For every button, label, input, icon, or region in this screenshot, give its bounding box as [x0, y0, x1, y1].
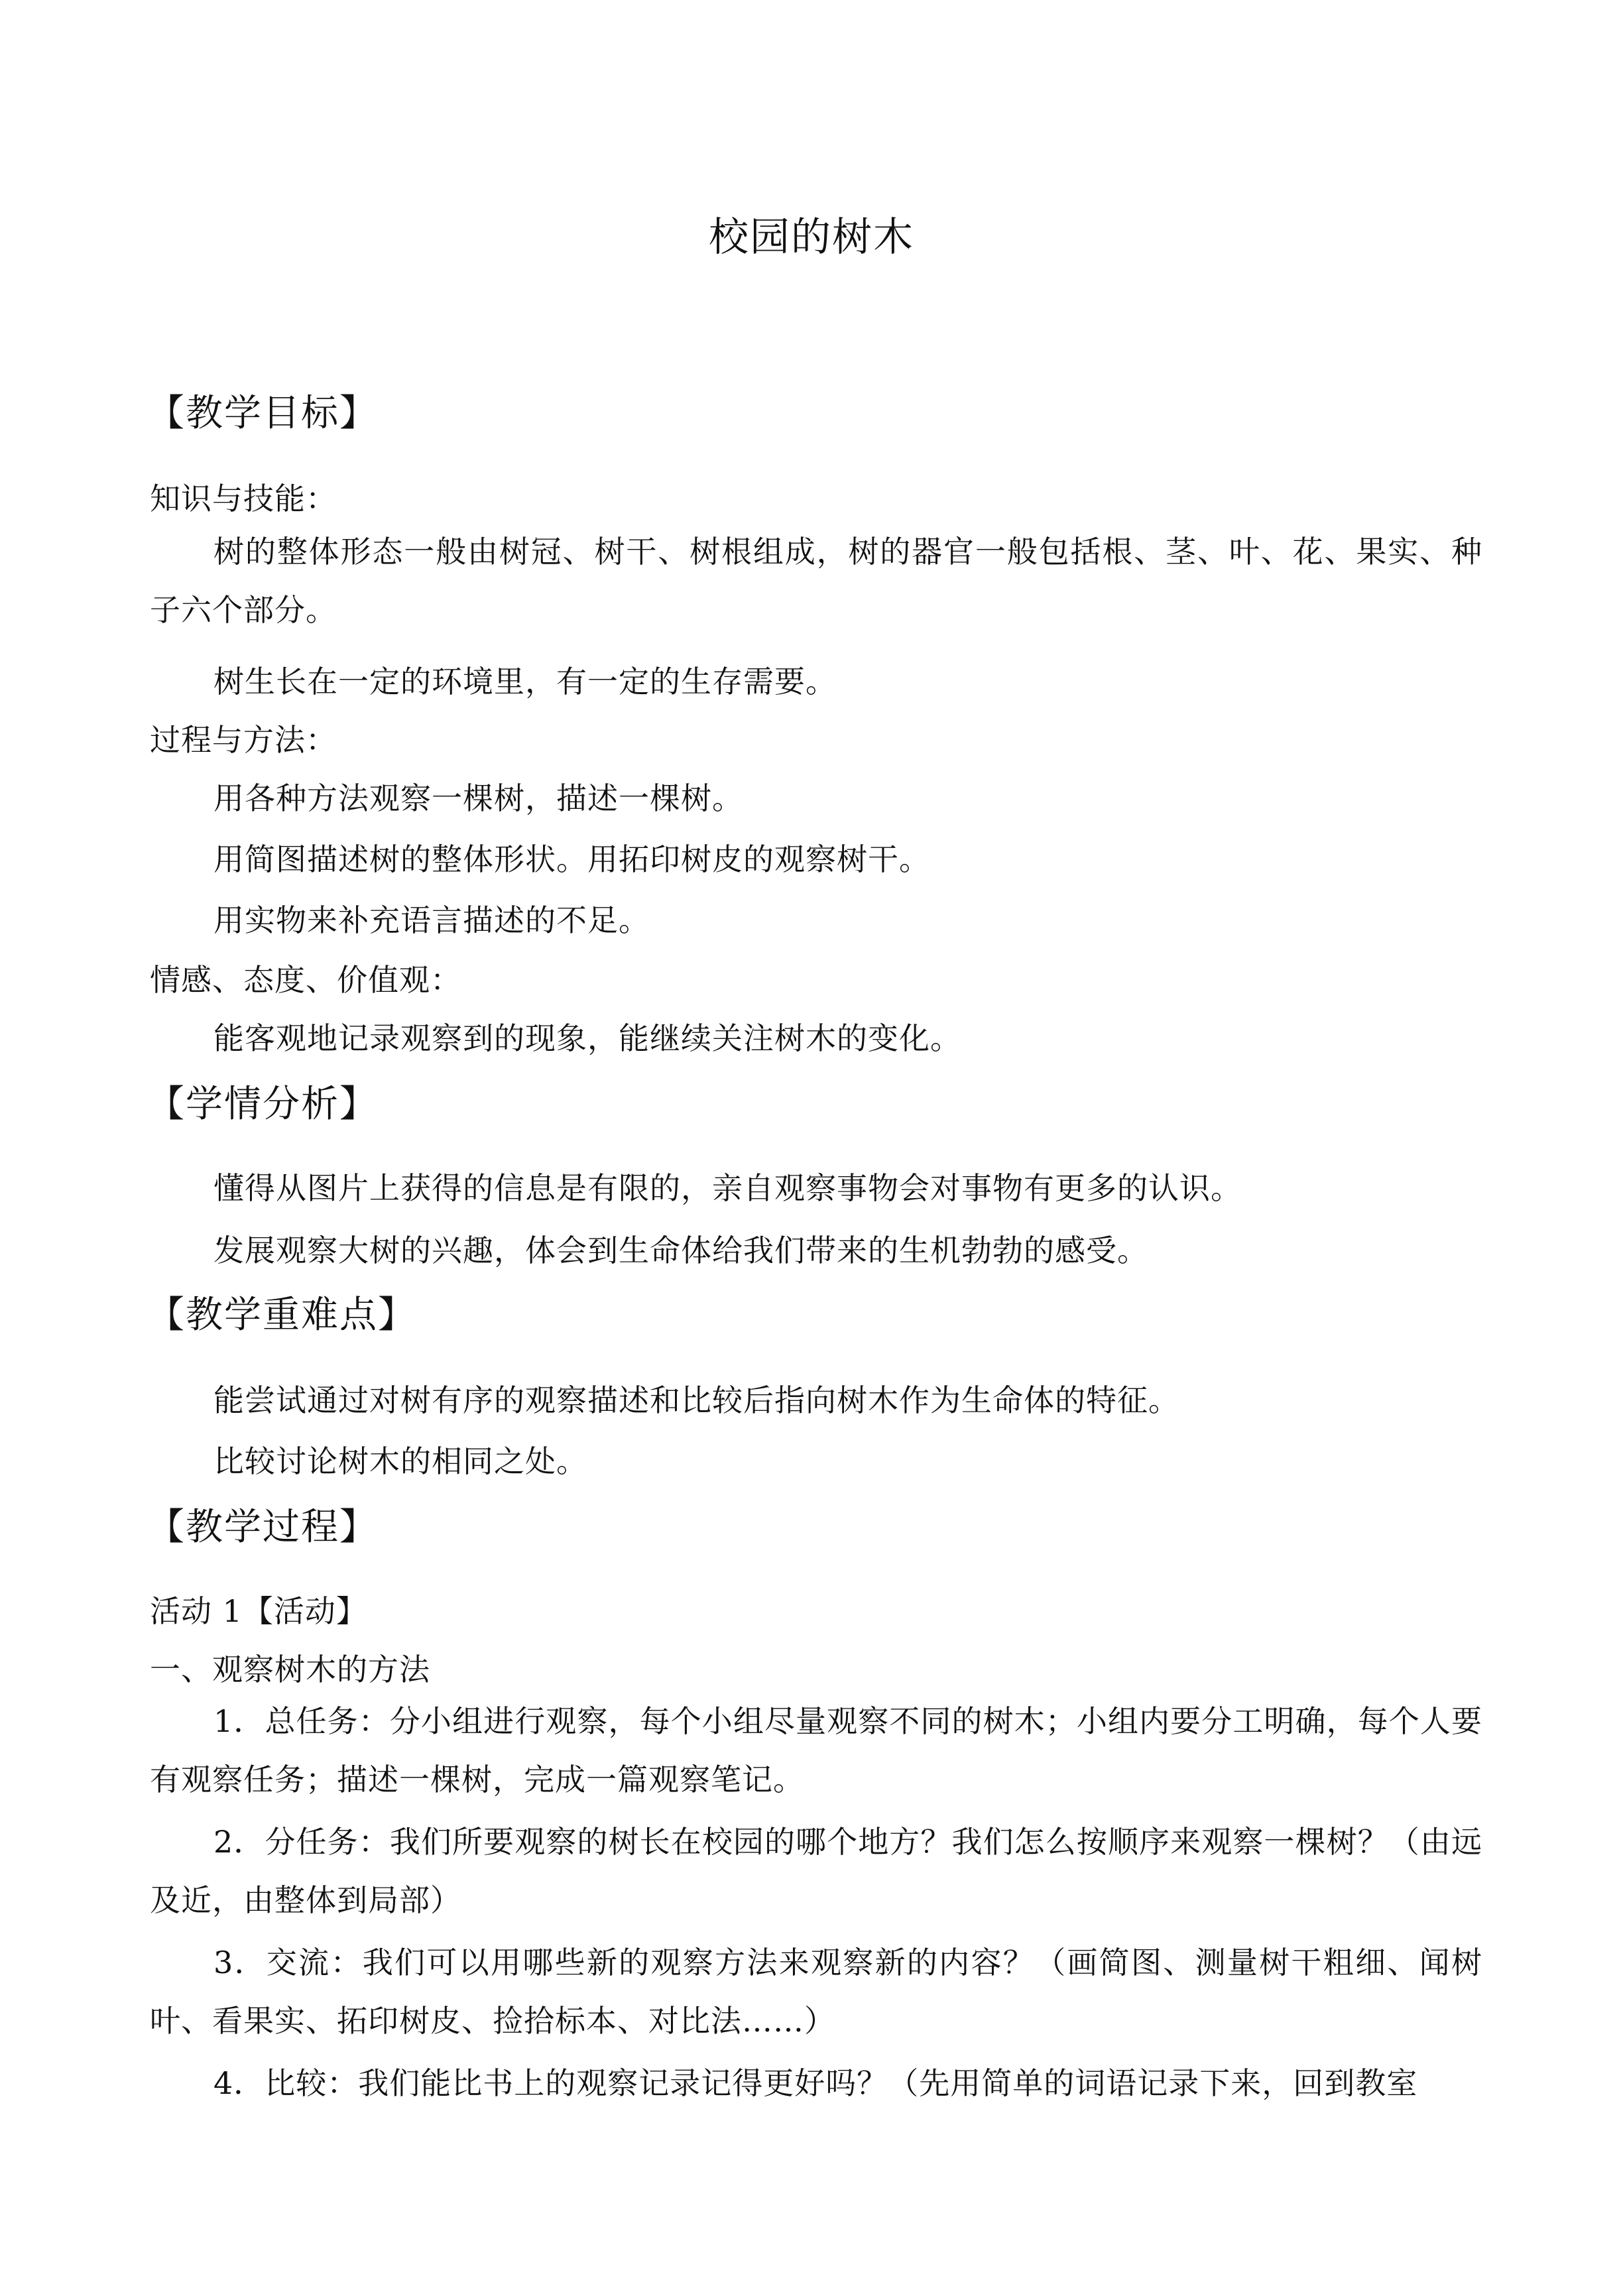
label-activity-1: 活动 1【活动】 [150, 1593, 367, 1629]
paragraph-sketch-rubbing: 用简图描述树的整体形状。用拓印树皮的观察树干。 [213, 841, 930, 877]
list-item-exchange: 3．交流：我们可以用哪些新的观察方法来观察新的内容？（画简图、测量树干粗细、闻树叶、看果实、拓印树皮、捡拾标本、对比法……） [150, 1945, 1482, 2039]
label-emotion-values: 情感、态度、价值观： [150, 962, 461, 998]
section-heading-key-points: 【教学重难点】 [147, 1294, 416, 1337]
paragraph-tree-environment: 树生长在一定的环境里，有一定的生存需要。 [213, 664, 837, 699]
list-item-compare: 4．比较：我们能比书上的观察记录记得更好吗？（先用简单的词语记录下来，回到教室 [213, 2065, 1418, 2101]
paragraph-tree-structure: 树的整体形态一般由树冠、树干、树根组成，树的器官一般包括根、茎、叶、花、果实、种子六个部分。 [150, 534, 1482, 628]
list-item-sub-task: 2．分任务：我们所要观察的树长在校园的哪个地方？我们怎么按顺序来观察一棵树？（由远及近，由整体到局部） [150, 1824, 1482, 1918]
section-heading-objectives: 【教学目标】 [147, 392, 378, 435]
section-heading-analysis: 【学情分析】 [147, 1083, 378, 1126]
paragraph-observe-methods: 用各种方法观察一棵树，描述一棵树。 [213, 780, 743, 816]
label-knowledge-skills: 知识与技能： [150, 481, 337, 516]
subheading-observation-methods: 一、观察树木的方法 [150, 1652, 430, 1687]
paragraph-real-objects: 用实物来补充语言描述的不足。 [213, 902, 650, 938]
paragraph-key-point-1: 能尝试通过对树有序的观察描述和比较后指向树木作为生命体的特征。 [213, 1382, 1179, 1418]
list-item-total-task: 1．总任务：分小组进行观察，每个小组尽量观察不同的树木；小组内要分工明确，每个人要有观察任务；描述一棵树，完成一篇观察笔记。 [150, 1703, 1482, 1797]
paragraph-analysis-1: 懂得从图片上获得的信息是有限的，亲自观察事物会对事物有更多的认识。 [213, 1170, 1242, 1206]
section-heading-process: 【教学过程】 [147, 1506, 378, 1549]
paragraph-record-changes: 能客观地记录观察到的现象，能继续关注树木的变化。 [213, 1020, 961, 1056]
paragraph-key-point-2: 比较讨论树木的相同之处。 [213, 1443, 587, 1479]
document-title: 校园的树木 [709, 214, 914, 261]
label-process-methods: 过程与方法： [150, 722, 337, 758]
paragraph-analysis-2: 发展观察大树的兴趣，体会到生命体给我们带来的生机勃勃的感受。 [213, 1233, 1148, 1268]
